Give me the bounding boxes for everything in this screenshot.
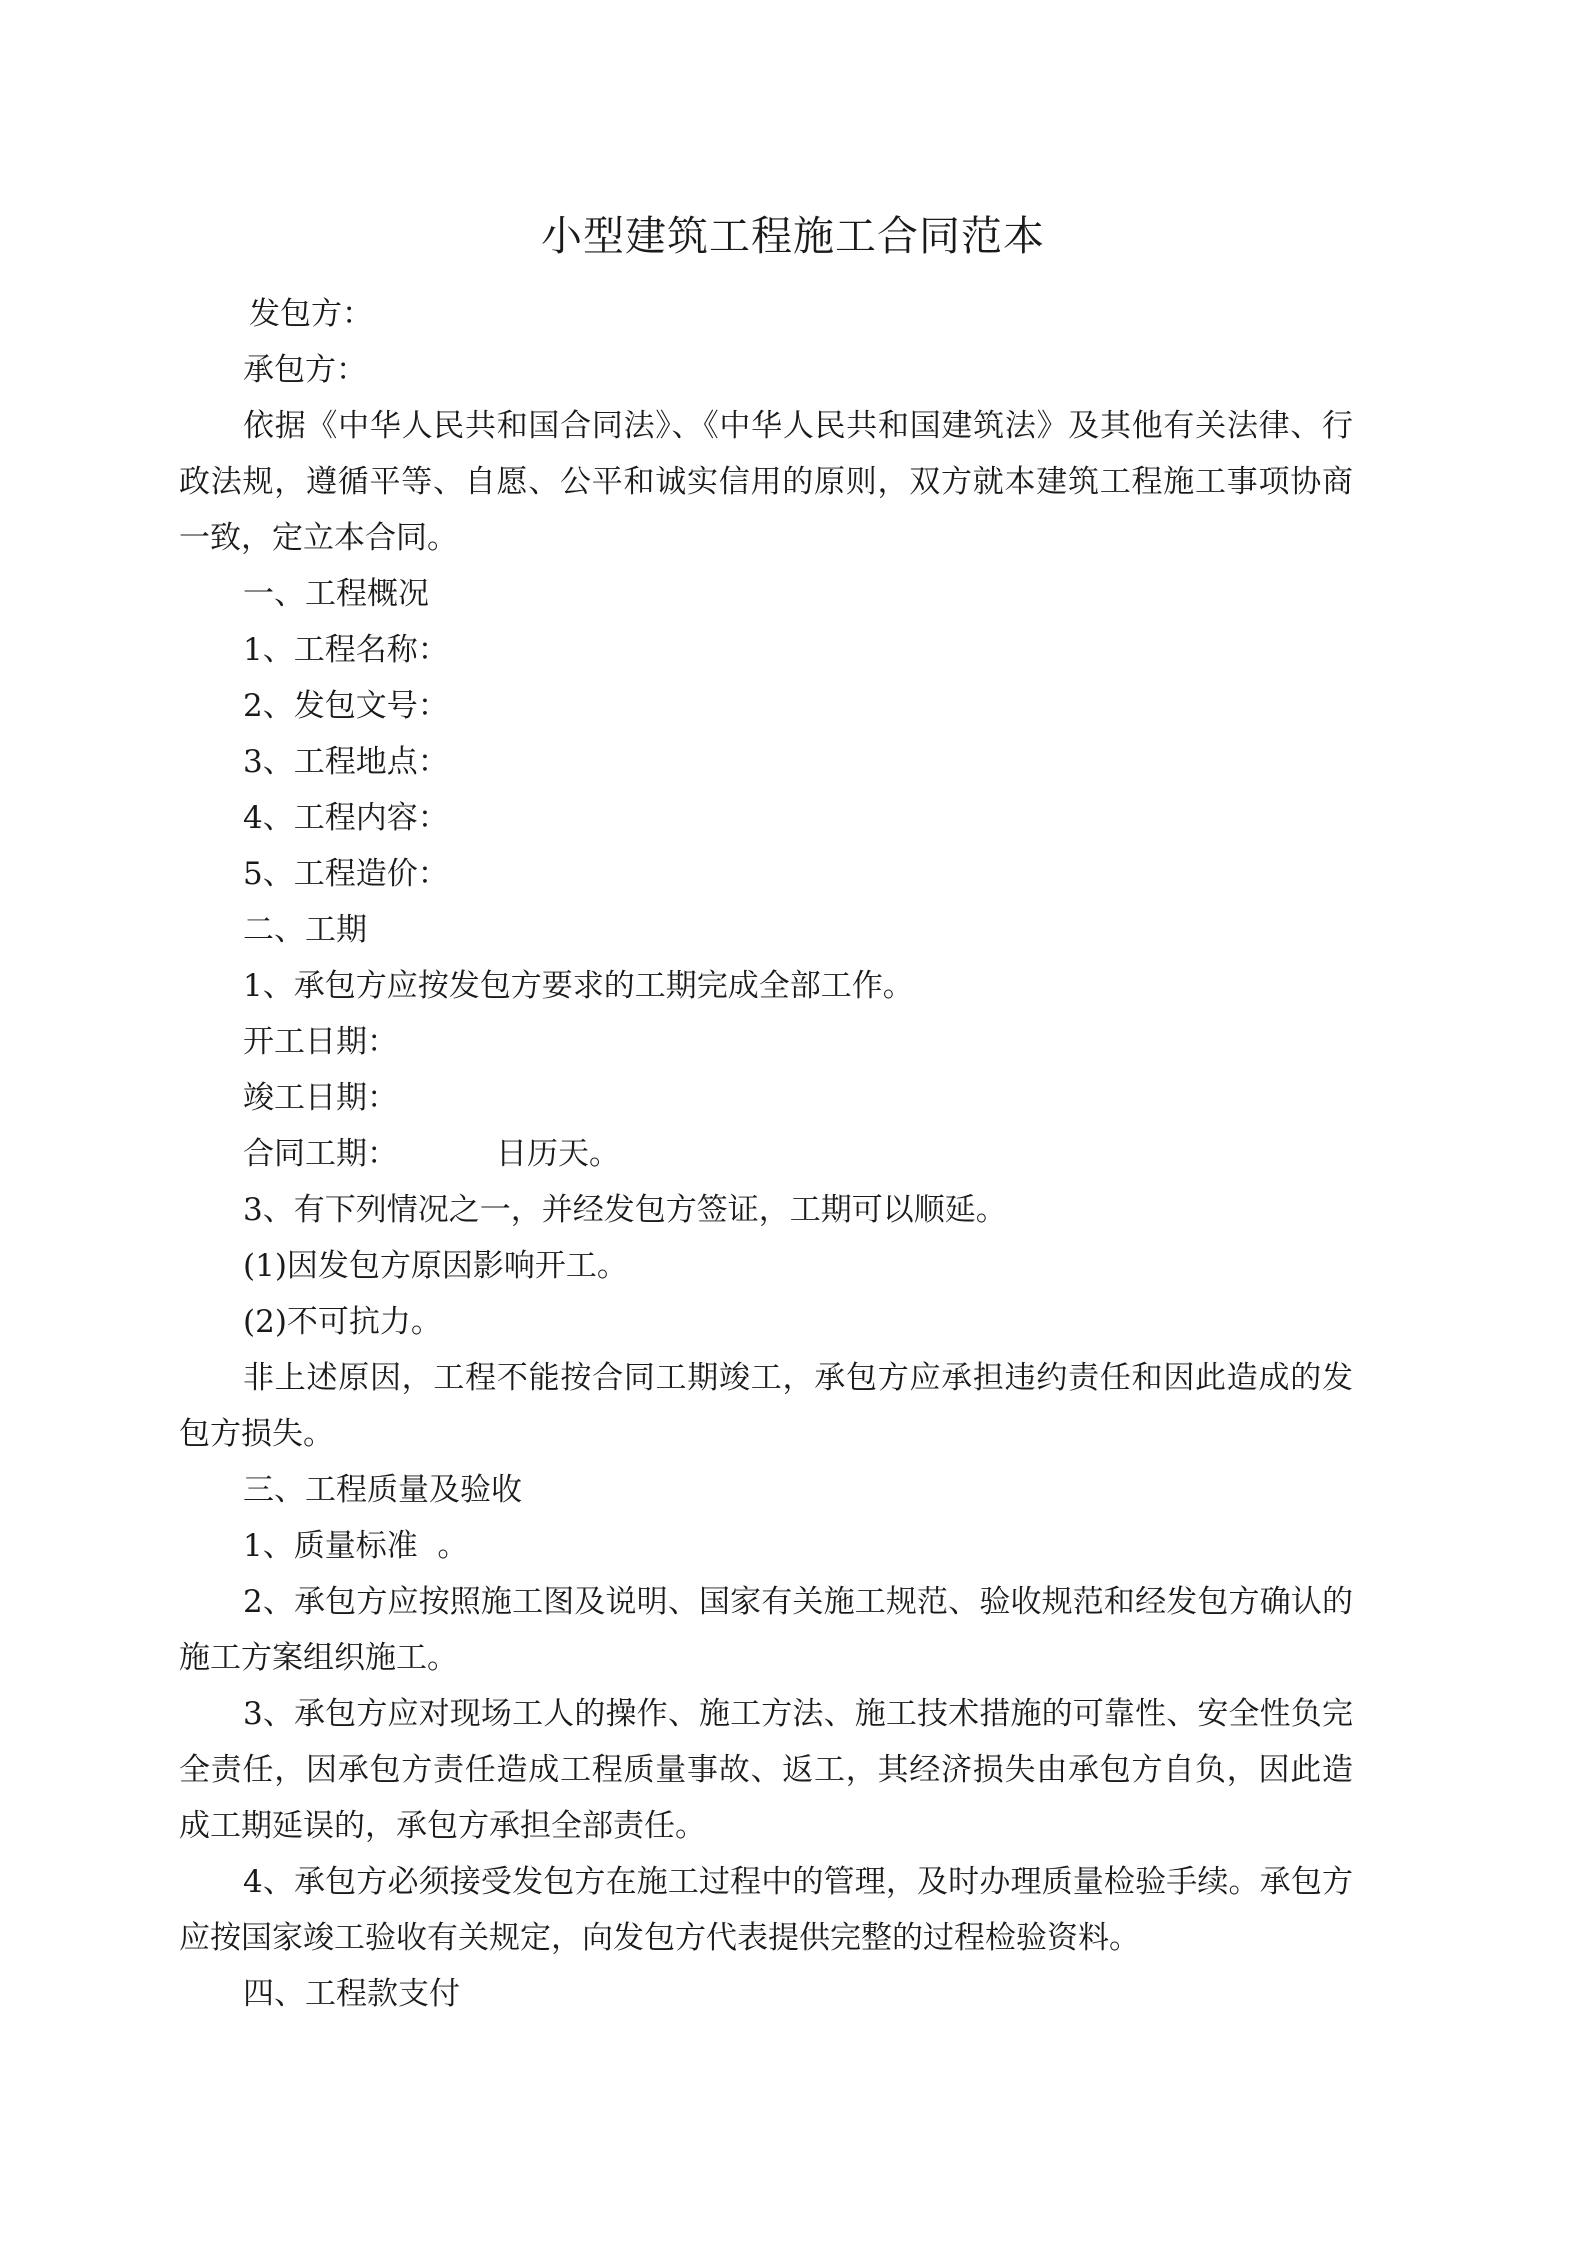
section-heading-4: 四、工程款支付 [243, 1976, 460, 2012]
contract-period-line [243, 1126, 1353, 1182]
extension-clause: 3、有下列情况之一，并经发包方签证，工期可以顺延。 [243, 1192, 1007, 1228]
section-heading-1: 一、工程概况 [243, 576, 429, 612]
delay-liability-paragraph: 非上述原因，工程不能按合同工期竣工，承包方应承担违约责任和因此造成的发包方损失。 [179, 1360, 1353, 1452]
preamble-paragraph: 依据《中华人民共和国合同法》、《中华人民共和国建筑法》及其他有关法律、行政法规，遵循平等、自愿、公平和诚实信用的原则，双方就本建筑工程施工事项协商一致，定立本合同。 [179, 408, 1353, 556]
quality-clause-4: 4、承包方必须接受发包方在施工过程中的管理，及时办理质量检验手续。承包方应按国家竣工验收有关规定，向发包方代表提供完整的过程检验资料。 [179, 1864, 1353, 1956]
section-heading-3: 三、工程质量及验收 [243, 1472, 522, 1508]
section-heading-2: 二、工期 [243, 912, 367, 948]
extension-item-2: (2)不可抗力。 [243, 1304, 442, 1340]
quality-standard-line: 1、质量标准 。 [243, 1528, 469, 1564]
project-location-line: 3、工程地点： [243, 744, 449, 780]
project-cost-line: 5、工程造价： [243, 856, 449, 892]
document-body [179, 286, 1353, 2022]
contract-period-label: 合同工期： [243, 1136, 398, 1172]
contract-number-line: 2、发包文号： [243, 688, 449, 724]
completion-date-line: 竣工日期： [243, 1080, 398, 1116]
start-date-line: 开工日期： [243, 1024, 398, 1060]
party-a-line: 发包方： [249, 296, 373, 332]
extension-item-1: (1)因发包方原因影响开工。 [243, 1248, 628, 1284]
project-name-line: 1、工程名称： [243, 632, 449, 668]
schedule-clause-1: 1、承包方应按发包方要求的工期完成全部工作。 [243, 968, 914, 1004]
project-content-line: 4、工程内容： [243, 800, 449, 836]
quality-clause-3: 3、承包方应对现场工人的操作、施工方法、施工技术措施的可靠性、安全性负完全责任，因承包方责任造成工程质量事故、返工，其经济损失由承包方自负，因此造成工期延误的，承包方承担全部责任。 [179, 1696, 1353, 1844]
document-title: 小型建筑工程施工合同范本 [541, 212, 1045, 260]
quality-clause-2: 2、承包方应按照施工图及说明、国家有关施工规范、验收规范和经发包方确认的施工方案组织施工。 [179, 1584, 1353, 1676]
party-b-line: 承包方： [243, 352, 367, 388]
contract-period-suffix: 日历天。 [496, 1136, 620, 1172]
